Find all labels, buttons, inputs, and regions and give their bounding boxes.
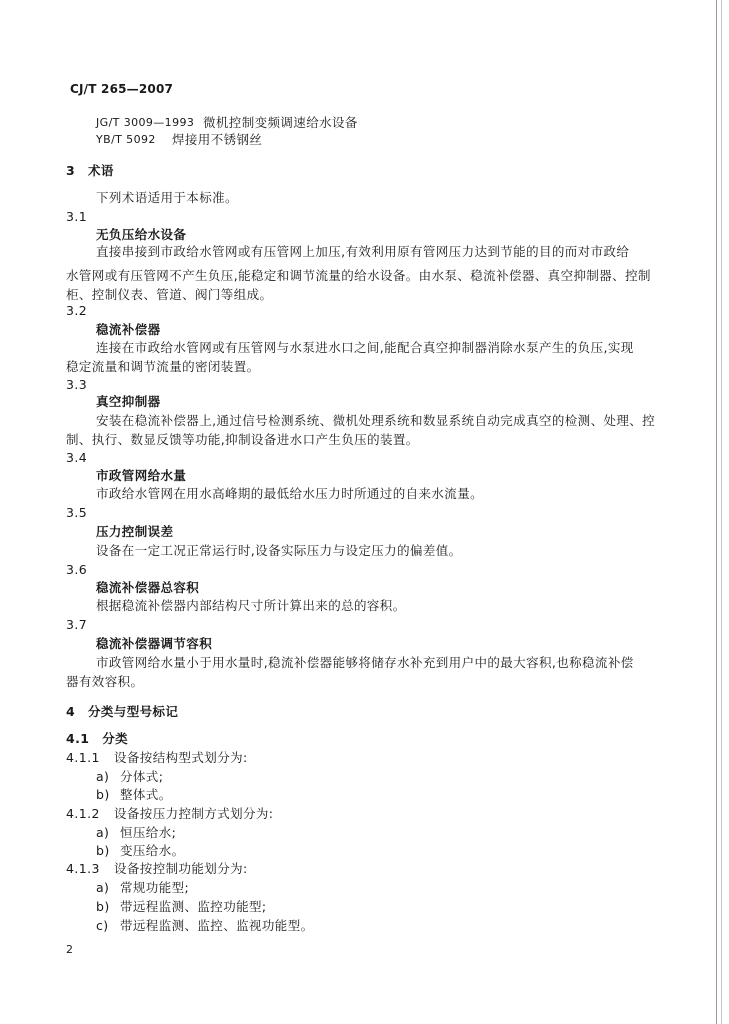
term-definition-line: 水管网或有压管网不产生负压,能稳定和调节流量的给水设备。由水泵、稳流补偿器、真空抑制器、控制 bbox=[66, 268, 651, 283]
term-name: 稳流补偿器调节容积 bbox=[96, 636, 213, 651]
term-definition-line: 市政管网给水量小于用水量时,稳流补偿器能够将储存水补充到用户中的最大容积,也称稳流补偿 bbox=[96, 655, 634, 670]
scan-edge-line bbox=[716, 0, 717, 1024]
list-item: 分体式; bbox=[120, 769, 164, 784]
standard-code: CJ/T 265—2007 bbox=[70, 82, 174, 96]
scan-edge-line bbox=[721, 0, 722, 1024]
list-marker: b) bbox=[96, 899, 110, 914]
list-item: 恒压给水; bbox=[120, 825, 177, 840]
clause-text: 设备按控制功能划分为: bbox=[114, 861, 248, 876]
clause-number: 4.1.3 bbox=[66, 861, 100, 876]
clause-number: 4.1.2 bbox=[66, 806, 100, 821]
subsection-heading: 4.1 分类 bbox=[66, 731, 129, 746]
term-name: 市政管网给水量 bbox=[96, 468, 187, 483]
clause-number: 4.1.1 bbox=[66, 750, 100, 765]
ref-code: YB/T 5092 bbox=[96, 133, 156, 146]
list-item: 带远程监测、监控功能型; bbox=[120, 899, 267, 914]
clause-text: 设备按压力控制方式划分为: bbox=[114, 806, 274, 821]
term-number: 3.4 bbox=[66, 450, 88, 465]
term-definition-line: 直接串接到市政给水管网或有压管网上加压,有效利用原有管网压力达到节能的目的而对市政给 bbox=[96, 244, 630, 259]
clause-text: 设备按结构型式划分为: bbox=[114, 750, 248, 765]
term-name: 无负压给水设备 bbox=[96, 227, 187, 242]
term-definition-line: 根据稳流补偿器内部结构尺寸所计算出来的总的容积。 bbox=[96, 598, 406, 613]
ref-title: 微机控制变频调速给水设备 bbox=[203, 115, 358, 130]
term-definition-line: 市政给水管网在用水高峰期的最低给水压力时所通过的自来水流量。 bbox=[96, 486, 484, 501]
term-name: 稳流补偿器 bbox=[96, 322, 161, 337]
list-marker: a) bbox=[96, 825, 110, 840]
ref-title: 焊接用不锈钢丝 bbox=[172, 132, 263, 147]
term-number: 3.3 bbox=[66, 377, 88, 392]
term-name: 压力控制误差 bbox=[96, 524, 174, 539]
list-item: 整体式。 bbox=[120, 787, 172, 802]
section-heading: 3 术语 bbox=[66, 163, 114, 178]
section-heading: 4 分类与型号标记 bbox=[66, 704, 179, 719]
term-definition-line: 器有效容积。 bbox=[66, 674, 144, 689]
list-marker: c) bbox=[96, 918, 109, 933]
term-definition-line: 制、执行、数显反馈等功能,抑制设备进水口产生负压的装置。 bbox=[66, 432, 419, 447]
term-number: 3.6 bbox=[66, 562, 88, 577]
list-marker: a) bbox=[96, 880, 110, 895]
term-name: 真空抑制器 bbox=[96, 394, 161, 409]
list-item: 变压给水。 bbox=[120, 843, 185, 858]
term-number: 3.7 bbox=[66, 617, 88, 632]
page-number: 2 bbox=[66, 943, 74, 956]
term-number: 3.2 bbox=[66, 303, 88, 318]
term-definition-line: 连接在市政给水管网或有压管网与水泵进水口之间,能配合真空抑制器消除水泵产生的负压,实现 bbox=[96, 340, 634, 355]
term-number: 3.5 bbox=[66, 505, 88, 520]
section-intro: 下列术语适用于本标准。 bbox=[96, 190, 238, 205]
list-item: 常规功能型; bbox=[120, 880, 190, 895]
list-marker: b) bbox=[96, 787, 110, 802]
term-definition-line: 稳定流量和调节流量的密闭装置。 bbox=[66, 359, 260, 374]
ref-code: JG/T 3009—1993 bbox=[96, 116, 195, 129]
list-item: 带远程监测、监控、监视功能型。 bbox=[120, 918, 314, 933]
term-definition-line: 柜、控制仪表、管道、阀门等组成。 bbox=[66, 287, 273, 302]
term-name: 稳流补偿器总容积 bbox=[96, 580, 200, 595]
list-marker: b) bbox=[96, 843, 110, 858]
term-definition-line: 设备在一定工况正常运行时,设备实际压力与设定压力的偏差值。 bbox=[96, 543, 462, 558]
list-marker: a) bbox=[96, 769, 110, 784]
term-number: 3.1 bbox=[66, 209, 88, 224]
term-definition-line: 安装在稳流补偿器上,通过信号检测系统、微机处理系统和数显系统自动完成真空的检测、处理、控 bbox=[96, 413, 656, 428]
